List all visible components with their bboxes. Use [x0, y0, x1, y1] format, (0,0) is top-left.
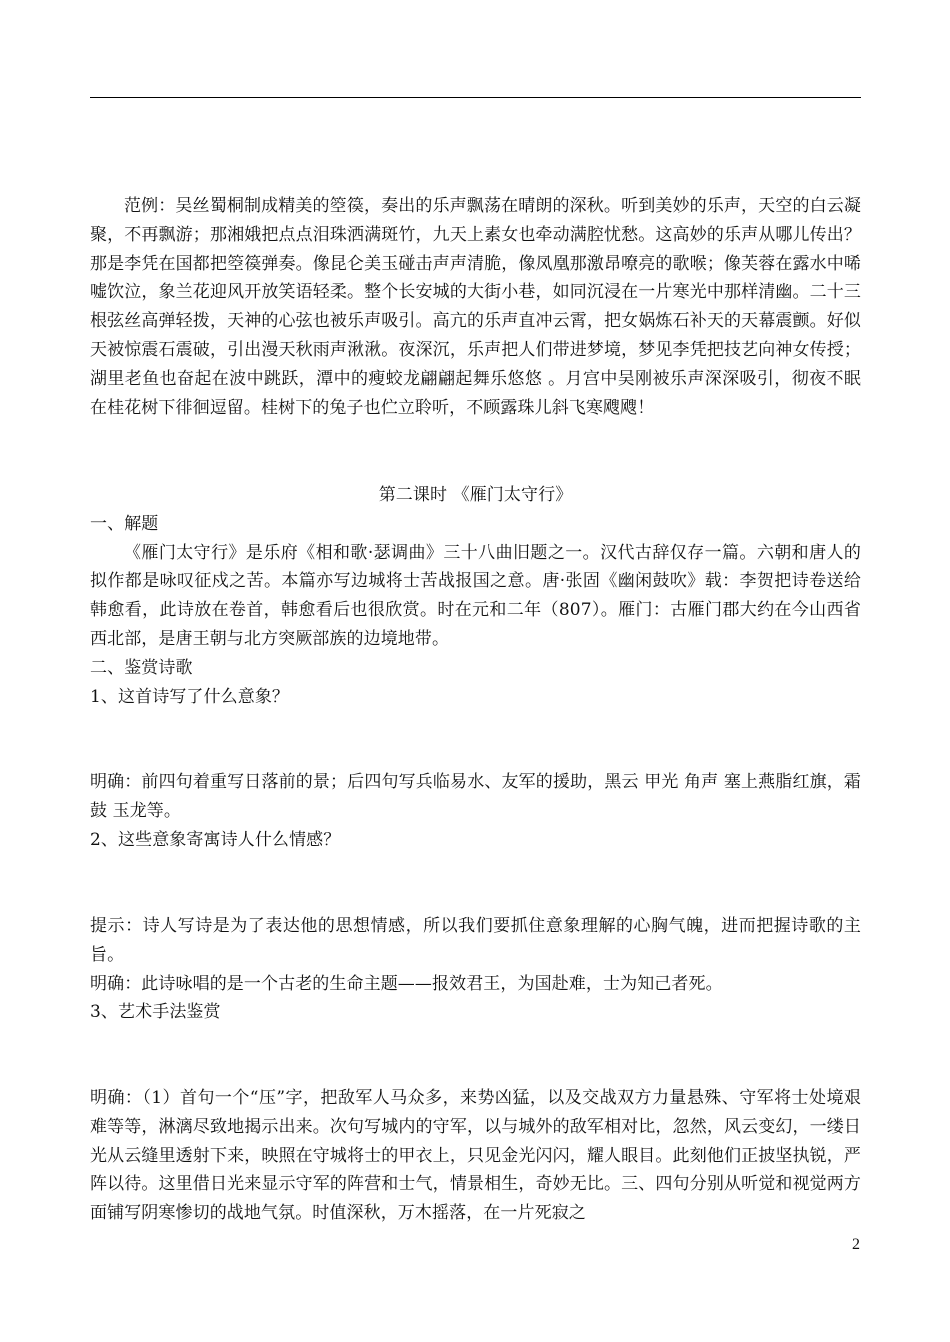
hint-2: 提示：诗人写诗是为了表达他的思想情感，所以我们要抓住意象理解的心胸气魄，进而把握诗歌的主旨。: [90, 916, 861, 965]
question-1: 1、这首诗写了什么意象？: [90, 686, 290, 707]
example-paragraph: 范例：吴丝蜀桐制成精美的箜篌，奏出的乐声飘荡在晴朗的深秋。听到美妙的乐声，天空的白云凝聚，不再飘游；那湘娥把点点泪珠洒满斑竹，九天上素女也牵动满腔忧愁。这高妙的乐声从哪儿传出？那是李凭在国都把箜篌弹奏。像昆仑美玉碰击声声清脆，像凤凰那激昂嘹亮的歌喉；像芙蓉在露水中唏嘘饮泣，象兰花迎风开放笑语轻柔。整个长安城的大街小巷，如同沉浸在一片寒光中那样清幽。二十三根弦丝高弹轻拨，天神的心弦也被乐声吸引。高亢的乐声直冲云霄，把女娲炼石补天的天幕震颤。好似天被惊震石震破，引出漫天秋雨声湫湫。夜深沉，乐声把人们带进梦境，梦见李凭把技艺向神女传授；湖里老鱼也奋起在波中跳跃，潭中的瘦蛟龙翩翩起舞乐悠悠 。月宫中吴刚被乐声深深吸引，彻夜不眠在桂花树下徘徊逗留。桂树下的兔子也伫立聆听，不顾露珠儿斜飞寒飕飕！: [90, 196, 861, 418]
question-2: 2、这些意象寄寓诗人什么情感？: [90, 829, 341, 850]
section-heading-1: 一、解题: [90, 513, 159, 534]
question-3: 3、艺术手法鉴赏: [90, 1002, 221, 1023]
intro-paragraph: 《雁门太守行》是乐府《相和歌·瑟调曲》三十八曲旧题之一。汉代古辞仅存一篇。六朝和唐人的拟作都是咏叹征戍之苦。本篇亦写边城将士苦战报国之意。唐·张固《幽闲鼓吹》载：李贺把诗卷送给韩愈看，此诗放在卷首，韩愈看后也很欣赏。时在元和二年（807）。雁门：古雁门郡大约在今山西省西北部，是唐王朝与北方突厥部族的边境地带。: [90, 542, 861, 649]
answer-3-block: [90, 1084, 861, 1228]
lesson-section: [90, 481, 861, 711]
section-heading-2: 二、鉴赏诗歌: [90, 657, 193, 678]
answer-1-block: [90, 768, 861, 854]
answer-2-block: [90, 912, 861, 1027]
lesson-title: 第二课时 《雁门太守行》: [378, 485, 573, 505]
page-number: 2: [852, 1236, 860, 1253]
example-section: [90, 192, 861, 422]
header-rule: [90, 97, 861, 98]
answer-3: 明确：（1）首句一个“压”字，把敌军人马众多，来势凶猛，以及交战双方力量悬殊、守军将士处境艰难等等，淋漓尽致地揭示出来。次句写城内的守军，以与城外的敌军相对比，忽然，风云变幻，一缕日光从云缝里透射下来，映照在守城将士的甲衣上，只见金光闪闪，耀人眼目。此刻他们正披坚执锐，严阵以待。这里借日光来显示守军的阵营和士气，情景相生，奇妙无比。三、四句分别从听觉和视觉两方面铺写阴寒惨切的战地气氛。时值深秋，万木摇落，在一片死寂之: [90, 1088, 861, 1224]
answer-2: 明确：此诗咏唱的是一个古老的生命主题——报效君王，为国赴难，士为知己者死。: [90, 973, 723, 994]
answer-1: 明确：前四句着重写日落前的景；后四句写兵临易水、友军的援助，黑云 甲光 角声 塞上燕脂红旗，霜鼓 玉龙等。: [90, 772, 861, 821]
